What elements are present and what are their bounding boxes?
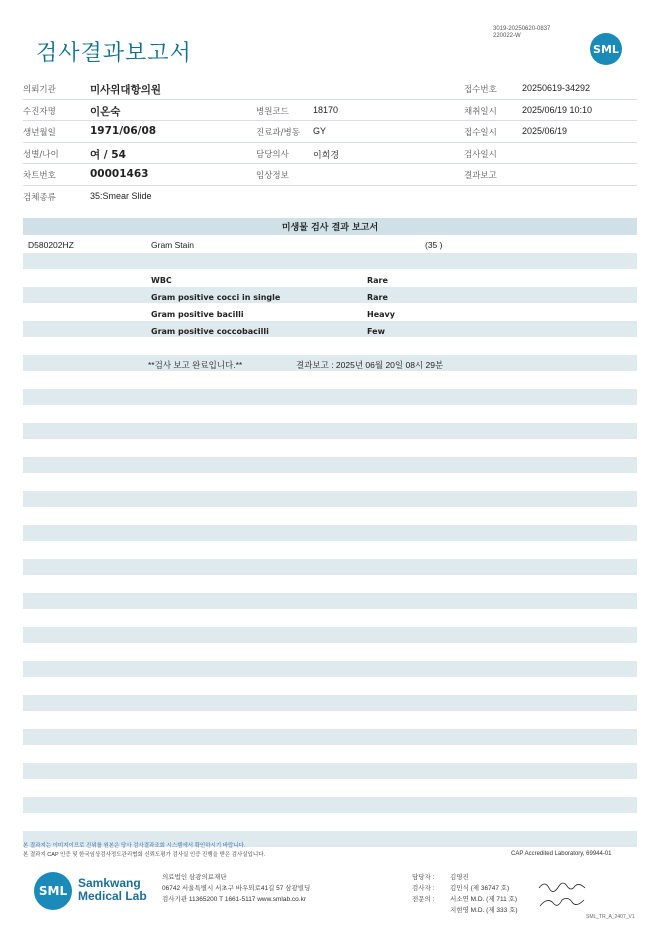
- result-name: Gram positive bacilli: [151, 310, 244, 319]
- brand-name: Samkwang Medical Lab: [78, 876, 147, 903]
- result-name: Gram positive cocci in single: [151, 293, 281, 302]
- stripe: [23, 253, 637, 269]
- stripe: [23, 627, 637, 643]
- patient-info-table: [23, 78, 637, 206]
- sml-logo: SML: [590, 33, 622, 65]
- test-name: Gram Stain: [151, 240, 194, 250]
- tester-name: 김민식 (제 36747 호): [450, 885, 510, 892]
- stripe: [23, 559, 637, 575]
- form-version: SML_TR_A_2407_V1: [586, 914, 635, 920]
- page-title: 검사결과보고서: [36, 41, 192, 66]
- info-row: 성별/나이 여 / 54 담당의사 이희경 검사일시: [23, 143, 637, 165]
- document-code: 3019-20250620-0837 220022-W: [493, 26, 551, 39]
- info-row: 생년월일 1971/06/08 진료과/병동 GY 접수일시 2025/06/19: [23, 121, 637, 143]
- info-row: 수진자명 이온숙 병원코드 18170 채취일시 2025/06/19 10:10: [23, 100, 637, 122]
- result-name: WBC: [151, 276, 172, 285]
- stripe: [23, 797, 637, 813]
- result-name: Gram positive coccobacilli: [151, 327, 269, 336]
- sml-footer-logo: SML: [34, 872, 72, 910]
- manager-name: 김영진: [450, 874, 469, 881]
- stripe: [23, 491, 637, 507]
- info-row: 의뢰기관 미사위대항의원 접수번호 20250619-34292: [23, 78, 637, 100]
- result-value: Few: [367, 327, 385, 336]
- result-value: Rare: [367, 276, 388, 285]
- stripe: [23, 287, 637, 303]
- info-row: 차트번호 00001463 임상정보 결과보고: [23, 164, 637, 186]
- footnote: 본 결과지 CAP 인증 및 한국임상검사정도관리협회 신뢰도평가 검사실 인증 진행을 받은 검사실입니다.: [23, 852, 266, 858]
- org-contact: 검사기관 11365200 T 1661-5117 www.smlab.co.kr: [162, 896, 306, 903]
- stripe: [23, 321, 637, 337]
- report-time: 결과보고 : 2025년 06월 20일 08시 29분: [296, 360, 444, 370]
- result-value: Rare: [367, 293, 388, 302]
- specialist-name: 서소연 M.D. (제 711 호): [450, 896, 518, 903]
- stripe: [23, 525, 637, 541]
- stripe: [23, 695, 637, 711]
- stripe: [23, 423, 637, 439]
- stripe: [23, 457, 637, 473]
- org-name: 의료법인 삼광의료재단: [162, 874, 227, 881]
- report-complete-note: **검사 보고 완료입니다.**: [148, 360, 243, 370]
- stripe: [23, 661, 637, 677]
- specialist-name: 지현영 M.D. (제 333 호): [450, 907, 518, 914]
- test-number: (35 ): [425, 240, 443, 250]
- result-value: Heavy: [367, 310, 395, 319]
- stripe: [23, 389, 637, 405]
- test-code: D580202HZ: [28, 240, 74, 250]
- signature-image: [536, 878, 592, 914]
- cap-accreditation: CAP Accredited Laboratory, 69944-01: [511, 851, 612, 857]
- org-address: 06742 서울특별시 서초구 바우뫼로41길 57 삼광빌딩: [162, 885, 311, 892]
- stripe: [23, 763, 637, 779]
- stripe: [23, 729, 637, 745]
- info-row: 검체종류 35:Smear Slide: [23, 190, 152, 203]
- stripe: [23, 593, 637, 609]
- footnote: 본 결과지는 이미지이므로 진위를 원본은 당사 검사결과조회 시스템에서 확인하시기 바랍니다.: [23, 843, 246, 849]
- report-heading: 미생물 검사 결과 보고서: [23, 218, 637, 235]
